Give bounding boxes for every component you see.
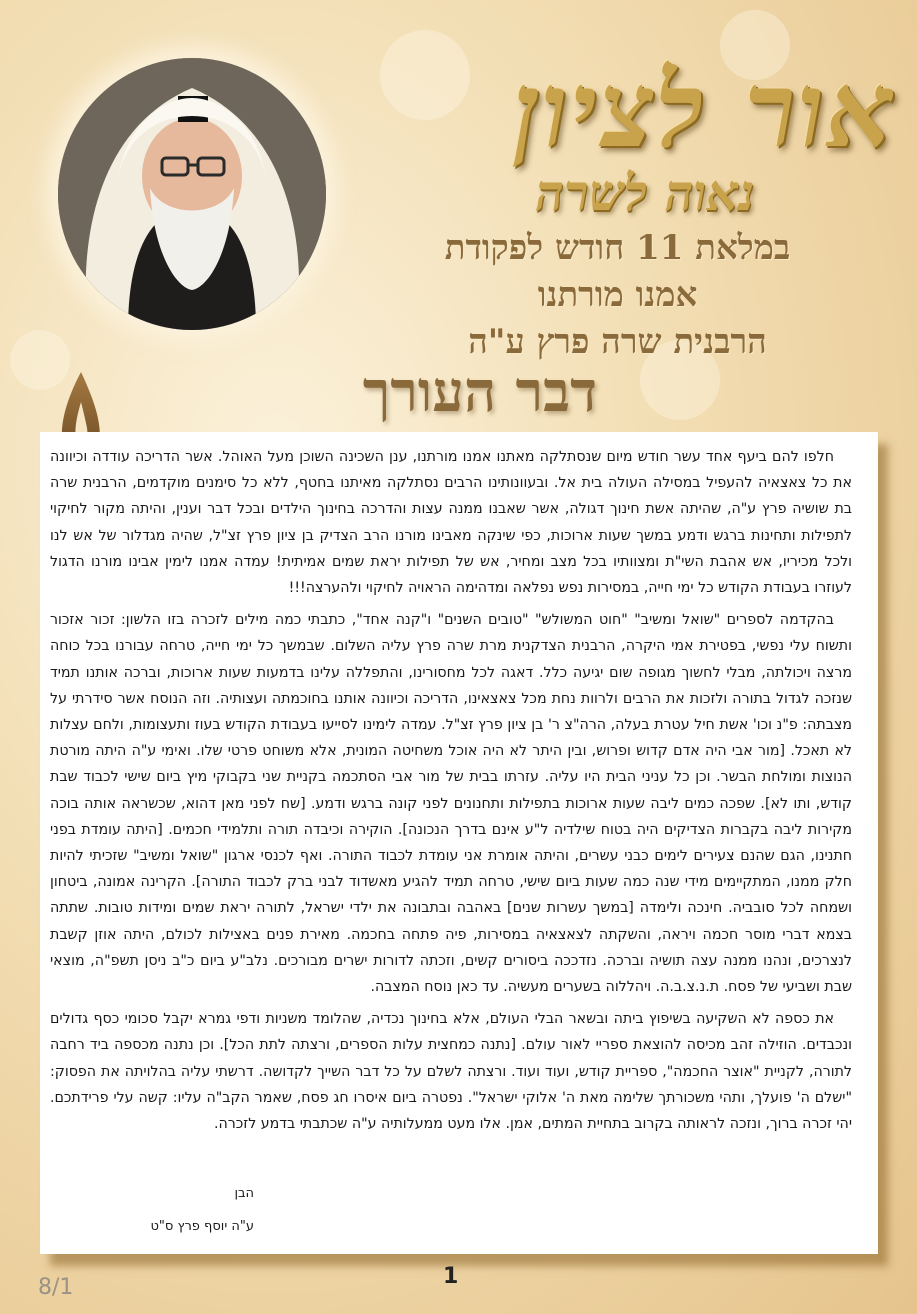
memorial-heading	[330, 225, 905, 366]
page-indicator: 8/1	[38, 1275, 74, 1300]
article-paragraph: את כספה לא השקיעה בשיפוץ ביתה ובשאר הבלי העולם, אלא בחינוך נכדיה, שהלומד משניות ודפי גמרא יקבל סכומי כסף גדולים ונכבדים. הוזילה זהב מכיסה להוצאת ספריי לאור עולם. [נתנה כמחצית עלות הספרים, ורצתה לתת הכל]. וכן נתנה מכספה ביד רחבה לתורה, לקניית "אוצר החכמה", ספריית קודש, ועוד ועוד. ורצתה לשלם על כל דבר השייך לקדושה. דרשתי עליה בהלויתה את הפסוק: "ישלם ה' פועלך, ותהי משכורתך שלימה מאת ה' אלוקי ישראל". נפטרה ביום איסרו חג פסח, שאמר הקב"ה עליו: קשה עלי פרידתכם. יהי זכרה ברוך, ונזכה לראותה בקרוב בתחיית המתים, אמן. אלו מעט ממעלותיה ע"ה שכתבתי בדמע לזכרה.	[50, 1011, 852, 1133]
page-number: 1	[443, 1264, 459, 1289]
signature-role: הבן	[234, 1186, 254, 1201]
section-title: דבר העורך	[362, 359, 598, 425]
memorial-line: אמנו מורתנו	[537, 275, 698, 315]
signature-name: ע"ה יוסף פרץ ס"ט	[150, 1219, 254, 1234]
article-paragraph: חלפו להם ביעף אחד עשר חודש מיום שנסתלקה מאתנו אמנו מורתנו, ענן השכינה השוכן מעל האוהל. אשר הדריכה עודדה וכיוונה את כל צאצאיה להעפיל במסילה העולה בית אל. ובעוונותינו הרבים נסתלקה מאיתנו בחטף, ללא כל סימנים מוקדמים, הרבנית שרה בת שושיה פרץ ע"ה, שהיתה אשת חינוך דגולה, אשר שאבנו ממנה עצות והדרכה בחינוך הילדים ובכל דבר וענין, והיתה מקור לחיקוי לתפילות ותחינות ברגש ודמע במשך שעות ארוכות, כפי שינקה מאבינו מורנו הרב הצדיק בן ציון פרץ זצ"ל, שהיה מגדלור של אש לנו ולכל מכיריו, אש אהבת השי"ת ומצוותיו בכל מצב ומחיר, אש של תפילות יראת שמים אמיתית! עמדה אמנו לימין אבינו מורנו הדגול לעוזרו בעבודת הקודש כל ימי חייה, במסירות נפש נפלאה ומדהימה הראויה לחיקוי ולהערצה!!!	[50, 449, 852, 597]
article-paragraph: בהקדמה לספרים "שואל ומשיב" "חוט המשולש" "טובים השנים" ו"קנה אחד", כתבתי כמה מילים לזכרה בזו הלשון: זכור אזכור ותשוח עלי נפשי, בפטירת אמי היקרה, הרבנית הצדקנית מרת שרה פרץ עליה השלום. שבמשך כל ימי חייה, טרחה עבורנו בכל כוחה מרצה ויכולתה, מבלי לחשוך מגופה שום יגיעה כלל. דאגה לכל מחסורינו, והתפללה עלינו בדמעות שעות ארוכות, וברכה אותנו תמיד שנזכה לגדול בתורה ולזכות את הרבים ולרוות נחת מכל צאצאינו, הדריכה וכיוונה אותנו בחוכמתה ועצותיה. וזה הנוסח אשר סידרתי על מצבתה: פ"נ וכו' אשת חיל עטרת בעלה, הרה"צ ר' בן ציון פרץ זצ"ל. עמדה לימינו לסייעו בעבודת הקודש בעוז ותעצומות, ולחם עצלות לא תאכל. [מור אבי היה אדם קדוש ופרוש, ובין היתר לא היה אוכל משחיטה המונית, אלא משוחט פרטי שלו. ואימי ע"ה היתה מורטת הנוצות ומולחת הבשר. וכן כל עניני הבית היו עליה. עזרתו בבית של מור אבי הסתכמה בקניית שני בקבוקי מיץ ביום שישי לכבוד שבת קודש, ותו לא]. שפכה כמים ליבה שעות ארוכות בתפילות ותחנונים לפני קונה ברגש ודמע. [שח לפני מאן דהוא, שכשראה אותה בוכה מקירות ליבה בקברות הצדיקים היה בטוח שילדיה ל"ע אינם בדרך הנכונה]. הוקירה וכיבדה תורה ותלמידי חכמים. [היתה עומדת בפני חתנינו, הגם שהנם צעירים לימים כבני עשרים, והיתה אומרת אני עומדת לכבוד התורה. ואף לכנסי ארגון "שואל ומשיב" שזכיתי להיות חלק ממנו, המתקיימים מידי שנה כמה שעות ביום שישי, טרחה תמיד להגיע מאשדוד לבני ברק לכבוד התורה]. הקרינה אמונה, ביטחון ושמחה לכל סובביה. חינכה ולימדה [במשך עשרות שנים] באהבה ובתבונה את ילדי ישראל, לתורה יראת שמים ומידות טובות. שתתה בצמא דברי מוסר חכמה ויראה, והשקתה לצאצאיה במסירות, פיה פתחה בחכמה. מאירת פנים באצילות לכולם, היתה אוזן קשבת לנצרכים, ונהנו ממנה עצה תושיה וברכה. נזדככה ביסורים קשים, וזכתה לדורות ישרים מבורכים. נלב"ע ביום כ"ב ניסן תשפ"ה, מוצאי שבת ושביעי של פסח. ת.נ.צ.ב.ה. ויהללוה בשערים מעשיה. עד כאן נוסח המצבה.	[50, 612, 852, 996]
publication-subtitle: נאוה לשרה	[535, 163, 755, 222]
article-body	[50, 444, 852, 1143]
memorial-line: הרבנית שרה פרץ ע"ה	[468, 322, 767, 362]
rabbi-portrait-photo	[58, 58, 326, 330]
memorial-line: במלאת 11 חודש לפקודת	[444, 228, 791, 268]
editor-letter-panel	[40, 432, 878, 1254]
publication-title: אור לציון	[512, 48, 895, 171]
portrait-illustration	[58, 58, 326, 330]
